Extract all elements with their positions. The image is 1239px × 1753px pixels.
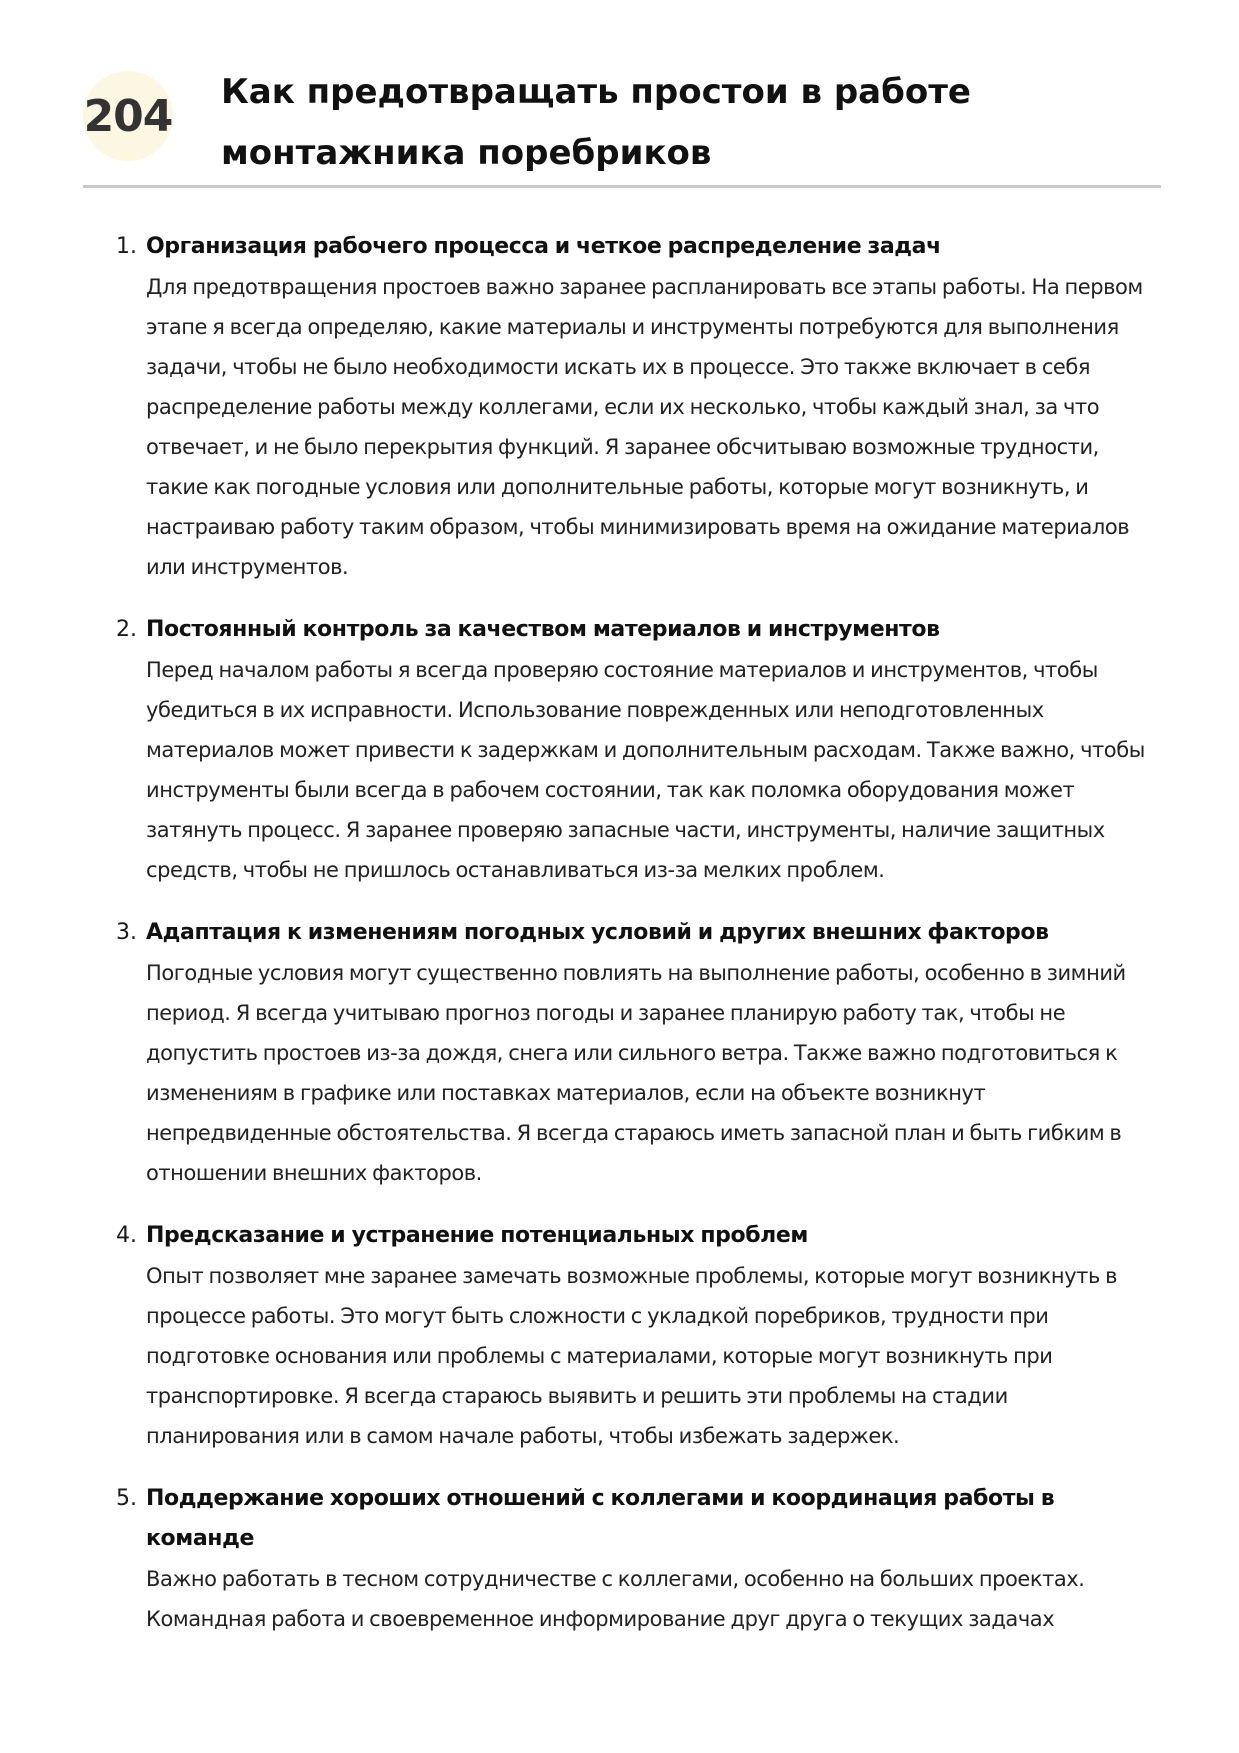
content <box>108 227 1164 1662</box>
list-item <box>108 610 1164 890</box>
item-number: 5. <box>116 1486 137 1511</box>
item-body: Опыт позволяет мне заранее замечать возможные проблемы, которые могут возникнуть в процессе работы. Это могут быть сложности с укладкой поребриков, трудности при подготовке основания или проблемы с материалами, которые могут возникнуть при транспортировке. Я всегда стараюсь выявить и решить эти проблемы на стадии планирования или в самом начале работы, чтобы избежать задержек. <box>146 1264 1118 1448</box>
numbered-list <box>108 227 1164 1639</box>
list-item <box>108 1216 1164 1456</box>
page-header <box>83 56 1161 188</box>
list-item <box>108 913 1164 1193</box>
item-heading: Предсказание и устранение потенциальных проблем <box>146 1223 808 1248</box>
item-number: 4. <box>116 1223 137 1248</box>
item-heading: Организация рабочего процесса и четкое распределение задач <box>146 234 941 259</box>
item-number: 2. <box>116 617 137 642</box>
list-item <box>108 1479 1164 1639</box>
item-body: Перед началом работы я всегда проверяю состояние материалов и инструментов, чтобы убедиться в их исправности. Использование поврежденных или неподготовленных материалов может привести к задержкам и дополнительным расходам. Также важно, чтобы инструменты были всегда в рабочем состоянии, так как поломка оборудования может затянуть процесс. Я заранее проверяю запасные части, инструменты, наличие защитных средств, чтобы не пришлось останавливаться из-за мелких проблем. <box>146 658 1145 882</box>
item-number: 1. <box>116 234 137 259</box>
page-number-badge: 204 <box>83 71 173 161</box>
page-title: Как предотвращать простои в работе монтажника поребриков <box>221 72 971 173</box>
item-body: Погодные условия могут существенно повлиять на выполнение работы, особенно в зимний период. Я всегда учитываю прогноз погоды и заранее планирую работу так, чтобы не допустить простоев из-за дождя, снега или сильного ветра. Также важно подготовиться к изменениям в графике или поставках материалов, если на объекте возникнут непредвиденные обстоятельства. Я всегда стараюсь иметь запасной план и быть гибким в отношении внешних факторов. <box>146 961 1126 1185</box>
item-heading: Постоянный контроль за качеством материалов и инструментов <box>146 617 940 642</box>
item-heading: Поддержание хороших отношений с коллегами и координация работы в команде <box>146 1486 1055 1551</box>
item-body: Важно работать в тесном сотрудничестве с коллегами, особенно на больших проектах. Командная работа и своевременное информирование друг друга о текущих задачах <box>146 1567 1085 1631</box>
item-heading: Адаптация к изменениям погодных условий и других внешних факторов <box>146 920 1049 945</box>
item-body: Для предотвращения простоев важно заранее распланировать все этапы работы. На первом этапе я всегда определяю, какие материалы и инструменты потребуются для выполнения задачи, чтобы не было необходимости искать их в процессе. Это также включает в себя распределение работы между коллегами, если их несколько, чтобы каждый знал, за что отвечает, и не было перекрытия функций. Я заранее обсчитываю возможные трудности, такие как погодные условия или дополнительные работы, которые могут возникнуть, и настраиваю работу таким образом, чтобы минимизировать время на ожидание материалов или инструментов. <box>146 275 1143 579</box>
list-item <box>108 227 1164 587</box>
item-number: 3. <box>116 920 137 945</box>
